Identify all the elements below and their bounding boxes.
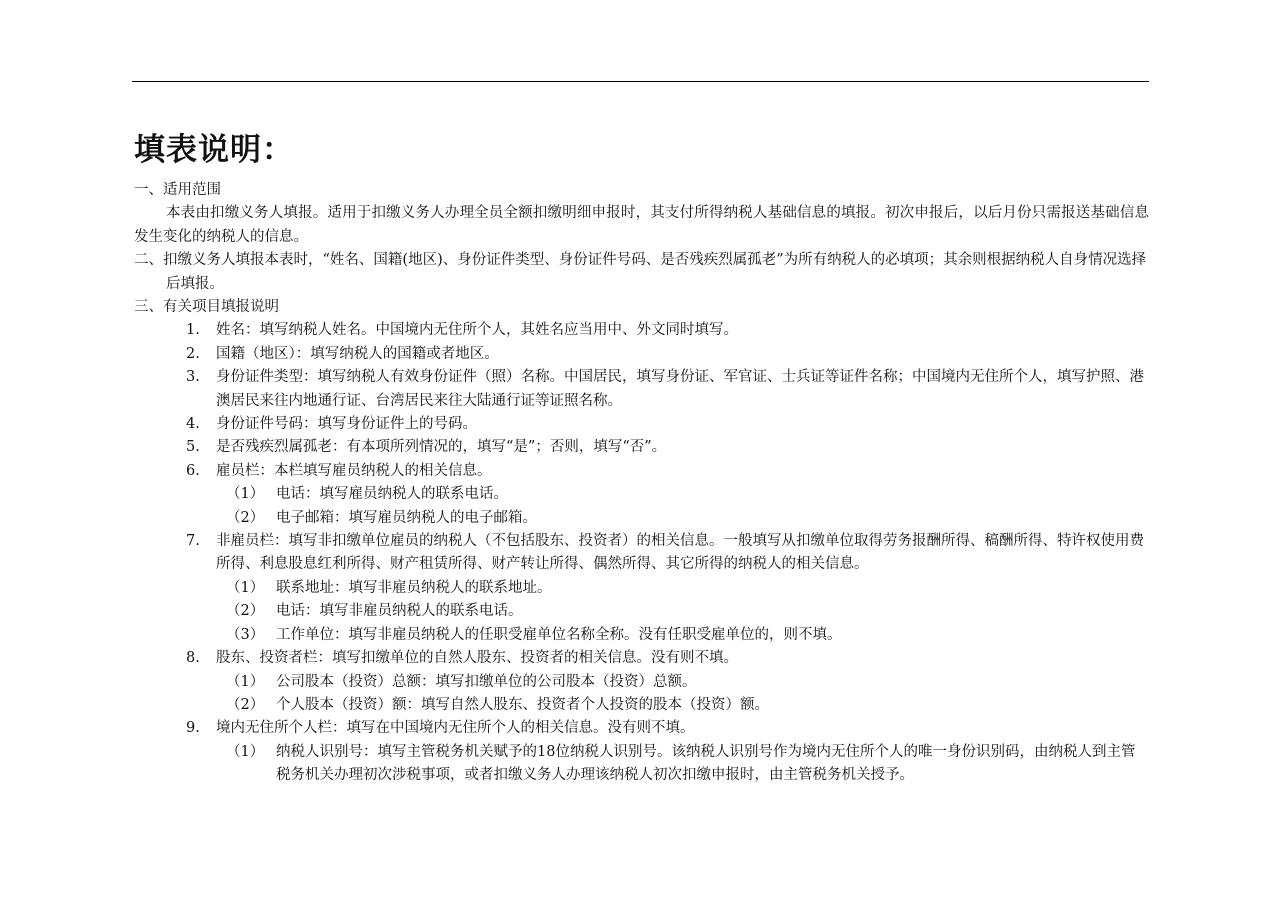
item-text: 国籍（地区）：填写纳税人的国籍或者地区。 xyxy=(216,345,499,362)
sub-list-item xyxy=(134,507,1149,530)
sub-list-item xyxy=(134,600,1149,623)
item-text: 境内无住所个人栏：填写在中国境内无住所个人的相关信息。没有则不填。 xyxy=(216,720,695,737)
sub-item-text: 联系地址：填写非雇员纳税人的联系地址。 xyxy=(276,579,552,596)
instructions-body xyxy=(134,179,1149,788)
item-text: 股东、投资者栏：填写扣缴单位的自然人股东、投资者的相关信息。没有则不填。 xyxy=(216,650,738,667)
item-number: 7. xyxy=(186,533,200,550)
item-number: 5. xyxy=(186,439,200,456)
sub-item-number: （2） xyxy=(226,509,265,526)
list-item xyxy=(134,460,1149,483)
list-item xyxy=(134,366,1149,413)
sub-item-text: 电话：填写非雇员纳税人的联系电话。 xyxy=(276,603,523,620)
page-title: 填表说明： xyxy=(134,132,294,168)
item-text: 姓名：填写纳税人姓名。中国境内无住所个人，其姓名应当用中、外文同时填写。 xyxy=(216,322,738,339)
list-item xyxy=(134,319,1149,342)
sub-list-item xyxy=(134,741,1149,788)
sub-list-item xyxy=(134,624,1149,647)
item-number: 1. xyxy=(186,322,200,339)
item-text: 身份证件类型：填写纳税人有效身份证件（照）名称。中国居民，填写身份证、军官证、士兵证等证件名称；中国境内无住所个人，填写护照、港澳居民来往内地通行证、台湾居民来往大陆通行证等证照名称。 xyxy=(216,369,1144,409)
list-item xyxy=(134,530,1149,577)
sub-item-text: 电话：填写雇员纳税人的联系电话。 xyxy=(276,486,508,503)
sub-item-number: （1） xyxy=(226,486,265,503)
sub-item-text: 纳税人识别号：填写主管税务机关赋予的18位纳税人识别号。该纳税人识别号作为境内无住所个人的唯一身份识别码，由纳税人到主管税务机关办理初次涉税事项，或者扣缴义务人办理该纳税人初次扣缴申报时，由主管税务机关授予。 xyxy=(276,743,1136,784)
list-item xyxy=(134,647,1149,670)
sub-item-number: （2） xyxy=(226,603,265,620)
sub-item-number: （1） xyxy=(226,743,265,760)
header-rule xyxy=(132,81,1149,82)
item-number: 3. xyxy=(186,369,200,386)
list-item xyxy=(134,717,1149,740)
sub-list-item xyxy=(134,483,1149,506)
item-text: 雇员栏：本栏填写雇员纳税人的相关信息。 xyxy=(216,462,492,479)
item-number: 9. xyxy=(186,720,200,737)
list-item xyxy=(134,436,1149,459)
section-1-text: 本表由扣缴义务人填报。适用于扣缴义务人办理全员全额扣缴明细申报时，其支付所得纳税人基础信息的填报。初次申报后，以后月份只需报送基础信息发生变化的纳税人的信息。 xyxy=(134,205,1149,245)
item-number: 8. xyxy=(186,650,200,667)
sub-item-number: （2） xyxy=(226,696,265,713)
sub-list-item xyxy=(134,577,1149,600)
sub-item-text: 公司股本（投资）总额：填写扣缴单位的公司股本（投资）总额。 xyxy=(276,673,697,690)
item-number: 4. xyxy=(186,416,200,433)
sub-item-text: 个人股本（投资）额：填写自然人股东、投资者个人投资的股本（投资）额。 xyxy=(276,696,769,713)
sub-list-item xyxy=(134,671,1149,694)
section-3-heading: 三、有关项目填报说明 xyxy=(134,299,279,316)
list-item xyxy=(134,343,1149,366)
item-text: 身份证件号码：填写身份证件上的号码。 xyxy=(216,416,477,433)
item-text: 非雇员栏：填写非扣缴单位雇员的纳税人（不包括股东、投资者）的相关信息。一般填写从扣缴单位取得劳务报酬所得、稿酬所得、特许权使用费所得、利息股息红利所得、财产租赁所得、财产转让所得、偶然所得、其它所得的纳税人的相关信息。 xyxy=(216,533,1144,573)
sub-item-text: 电子邮箱：填写雇员纳税人的电子邮箱。 xyxy=(276,509,537,526)
item-text: 是否残疾烈属孤老：有本项所列情况的，填写“是”；否则，填写“否”。 xyxy=(216,439,667,456)
item-number: 6. xyxy=(186,462,200,479)
section-2-text: 二、扣缴义务人填报本表时，“姓名、国籍(地区)、身份证件类型、身份证件号码、是否残疾烈属孤老”为所有纳税人的必填项；其余则根据纳税人自身情况选择后填报。 xyxy=(134,252,1147,292)
sub-list-item xyxy=(134,694,1149,717)
item-number: 2. xyxy=(186,345,200,362)
sub-item-number: （1） xyxy=(226,673,265,690)
sub-item-number: （3） xyxy=(226,626,265,643)
sub-item-number: （1） xyxy=(226,579,265,596)
section-1-heading: 一、适用范围 xyxy=(134,182,221,198)
sub-item-text: 工作单位：填写非雇员纳税人的任职受雇单位名称全称。没有任职受雇单位的，则不填。 xyxy=(276,626,842,643)
list-item xyxy=(134,413,1149,436)
